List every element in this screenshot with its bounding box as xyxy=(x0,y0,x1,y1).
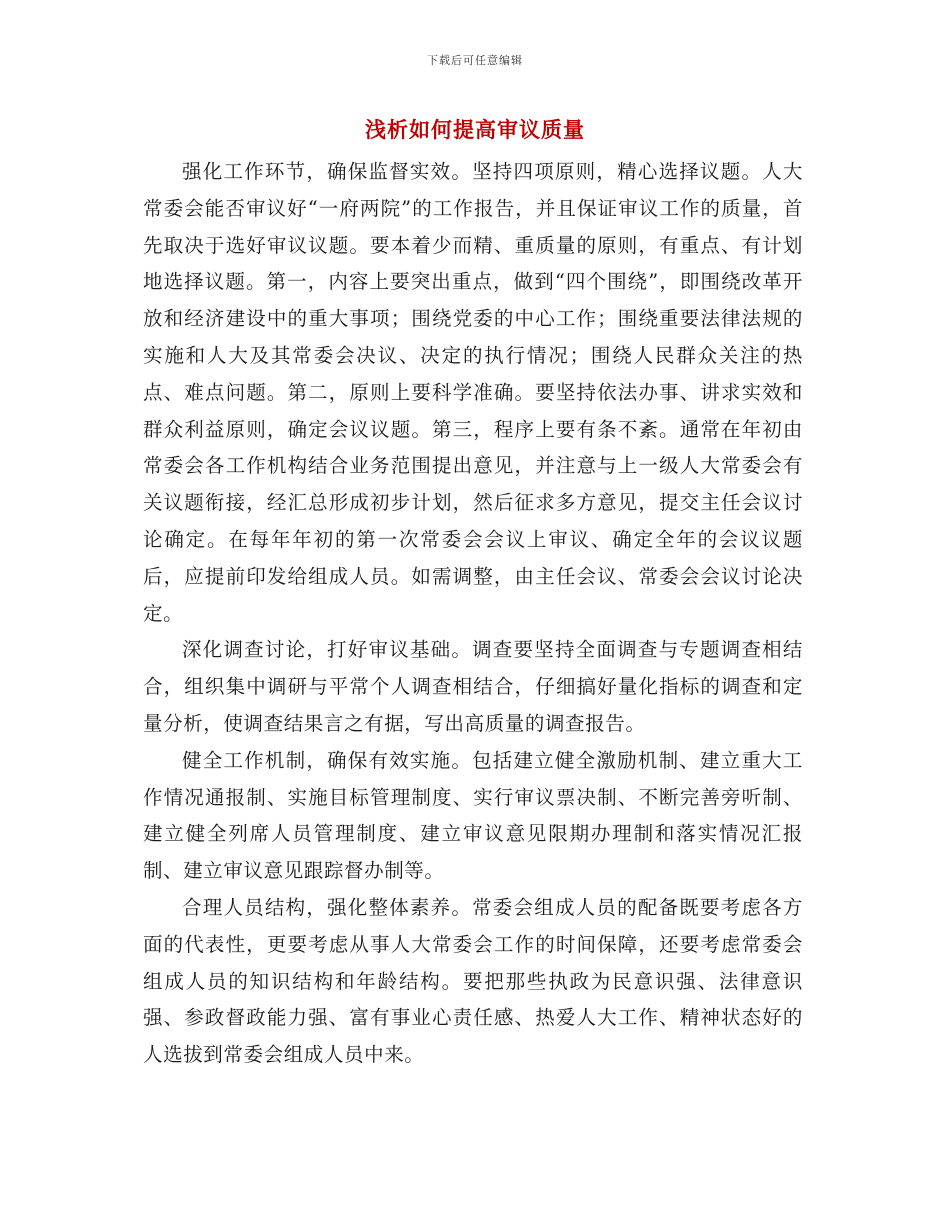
header-note: 下载后可任意编辑 xyxy=(427,54,523,67)
document-body xyxy=(143,154,803,1074)
paragraph-1: 强化工作环节，确保监督实效。坚持四项原则，精心选择议题。人大常委会能否审议好“一府两院”的工作报告，并且保证审议工作的质量，首先取决于选好审议议题。要本着少而精、重质量的原则，有重点、有计划地选择议题。第一，内容上要突出重点，做到“四个围绕”，即围绕改革开放和经济建设中的重大事项；围绕党委的中心工作；围绕重要法律法规的实施和人大及其常委会决议、决定的执行情况；围绕人民群众关注的热点、难点问题。第二，原则上要科学准确。要坚持依法办事、讲求实效和群众利益原则，确定会议议题。第三，程序上要有条不紊。通常在年初由常委会各工作机构结合业务范围提出意见，并注意与上一级人大常委会有关议题衔接，经汇总形成初步计划，然后征求多方意见，提交主任会议讨论确定。在每年年初的第一次常委会会议上审议、确定全年的会议议题后，应提前印发给组成人员。如需调整，由主任会议、常委会会议讨论决定。 xyxy=(143,160,803,625)
paragraph-2: 深化调查讨论，打好审议基础。调查要坚持全面调查与专题调查相结合，组织集中调研与平常个人调查相结合，仔细搞好量化指标的调查和定量分析，使调查结果言之有据，写出高质量的调查报告。 xyxy=(143,638,803,735)
page-title: 浅析如何提高审议质量 xyxy=(365,117,585,142)
paragraph-4: 合理人员结构，强化整体素养。常委会组成人员的配备既要考虑各方面的代表性，更要考虑从事人大常委会工作的时间保障，还要考虑常委会组成人员的知识结构和年龄结构。要把那些执政为民意识强、法律意识强、参政督政能力强、富有事业心责任感、热爱人大工作、精神状态好的人选拔到常委会组成人员中来。 xyxy=(143,895,803,1067)
paragraph-3: 健全工作机制，确保有效实施。包括建立健全激励机制、建立重大工作情况通报制、实施目标管理制度、实行审议票决制、不断完善旁听制、建立健全列席人员管理制度、建立审议意见限期办理制和落实情况汇报制、建立审议意见跟踪督办制等。 xyxy=(143,748,803,883)
